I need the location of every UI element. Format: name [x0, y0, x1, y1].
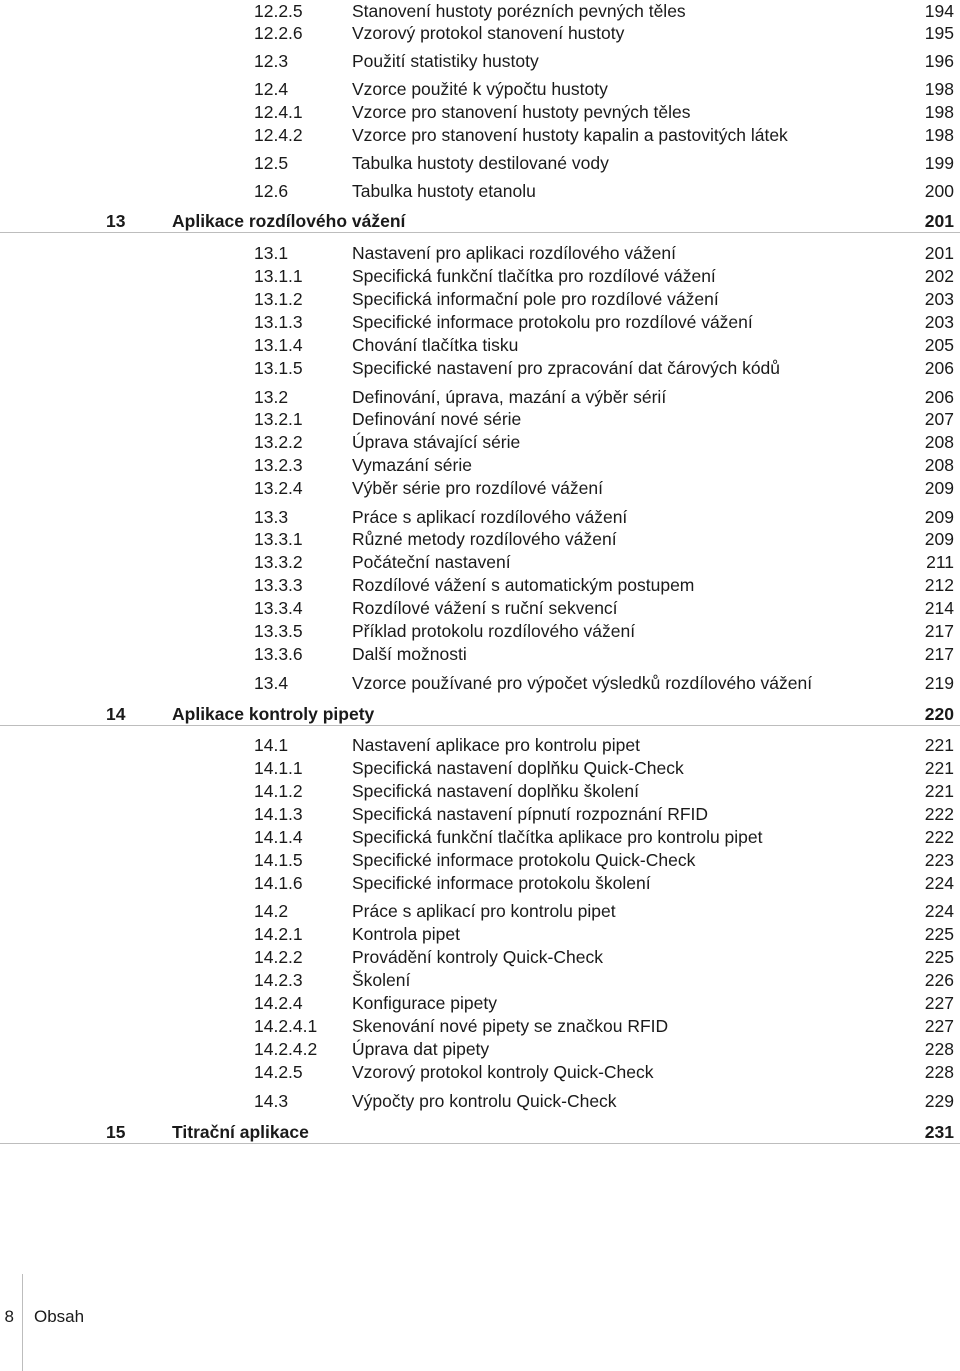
toc-entry-number: 13.1.3	[254, 312, 303, 332]
toc-entry-page: 223	[924, 850, 954, 870]
toc-entry-title: Konfigurace pipety	[352, 993, 497, 1013]
toc-entry-number: 14.1	[254, 735, 289, 755]
toc-entry-number: 13.3.2	[254, 552, 303, 572]
toc-entry-number: 13.1.1	[254, 266, 303, 286]
toc-entry[interactable]	[0, 78, 960, 100]
toc-entry-page: 209	[924, 507, 954, 527]
toc-entry[interactable]	[0, 0, 960, 22]
toc-entry-number: 13.2.4	[254, 478, 303, 498]
toc-entry-page: 224	[924, 901, 954, 921]
toc-entry-page: 217	[924, 621, 954, 641]
toc-entry-number: 13.2	[254, 387, 289, 407]
toc-entry-number: 12.6	[254, 181, 289, 201]
toc-entry-title: Práce s aplikací rozdílového vážení	[352, 507, 628, 527]
toc-entry-title: Vzorový protokol stanovení hustoty	[352, 23, 625, 43]
toc-entry[interactable]	[0, 357, 960, 379]
toc-entry-number: 13.3.6	[254, 644, 303, 664]
toc-chapter-row[interactable]	[0, 703, 960, 726]
toc-entry-title: Další možnosti	[352, 644, 467, 664]
toc-entry[interactable]	[0, 597, 960, 619]
toc-entry-page: 201	[924, 243, 954, 263]
toc-entry-title: Specifická funkční tlačítka aplikace pro kontrolu pipet	[352, 827, 763, 847]
toc-entry[interactable]	[0, 803, 960, 825]
toc-entry-title: Nastavení aplikace pro kontrolu pipet	[352, 735, 640, 755]
toc-entry[interactable]	[0, 101, 960, 123]
toc-entry-page: 198	[924, 79, 954, 99]
toc-entry-page: 221	[924, 758, 954, 778]
toc-entry-title: Výběr série pro rozdílové vážení	[352, 478, 603, 498]
toc-entry-title: Rozdílové vážení s automatickým postupem	[352, 575, 695, 595]
toc-entry[interactable]	[0, 992, 960, 1014]
toc-entry-number: 14.2.4.2	[254, 1039, 318, 1059]
toc-entry-title: Úprava stávající série	[352, 432, 521, 452]
toc-entry-title: Specifické nastavení pro zpracování dat čárových kódů	[352, 358, 781, 378]
toc-entry-page: 203	[924, 289, 954, 309]
toc-entry-number: 13.3.3	[254, 575, 303, 595]
toc-entry-page: 225	[924, 947, 954, 967]
toc-entry-title: Specifická informační pole pro rozdílové vážení	[352, 289, 719, 309]
toc-entry-page: 231	[924, 1122, 954, 1142]
toc-entry[interactable]	[0, 734, 960, 756]
toc-entry-number: 12.4	[254, 79, 289, 99]
toc-entry-page: 200	[924, 181, 954, 201]
toc-entry-title: Vzorce pro stanovení hustoty kapalin a pastovitých látek	[352, 125, 788, 145]
toc-entry-page: 221	[924, 781, 954, 801]
toc-entry-title: Specifické informace protokolu pro rozdílové vážení	[352, 312, 753, 332]
toc-entry-page: 196	[924, 51, 954, 71]
toc-entry-number: 13.1.4	[254, 335, 303, 355]
toc-entry-number: 14.1.6	[254, 873, 303, 893]
toc-entry-title: Provádění kontroly Quick-Check	[352, 947, 603, 967]
toc-entry-number: 14.2.4.1	[254, 1016, 318, 1036]
toc-entry[interactable]	[0, 849, 960, 871]
toc-entry-number: 13.4	[254, 673, 289, 693]
toc-entry-title: Stanovení hustoty porézních pevných těles	[352, 1, 686, 21]
toc-entry-page: 208	[924, 432, 954, 452]
toc-entry-page: 206	[924, 358, 954, 378]
toc-entry-number: 14.3	[254, 1091, 289, 1111]
toc-entry[interactable]	[0, 1038, 960, 1060]
toc-entry[interactable]	[0, 551, 960, 573]
footer-page-number: 8	[4, 1307, 14, 1326]
toc-entry-page: 207	[924, 409, 954, 429]
toc-entry-title: Definování nové série	[352, 409, 522, 429]
toc-entry-page: 202	[924, 266, 954, 286]
toc-entry-number: 14.1.1	[254, 758, 303, 778]
toc-entry-page: 198	[924, 125, 954, 145]
toc-entry-number: 13.3.1	[254, 529, 303, 549]
toc-entry-number: 14.1.5	[254, 850, 303, 870]
toc-entry-number: 12.2.6	[254, 23, 303, 43]
toc-entry-page: 201	[924, 211, 954, 231]
toc-entry-page: 221	[924, 735, 954, 755]
toc-entry-title: Rozdílové vážení s ruční sekvencí	[352, 598, 618, 618]
toc-entry-page: 206	[924, 387, 954, 407]
toc-entry-page: 205	[924, 335, 954, 355]
toc-entry-title: Kontrola pipet	[352, 924, 460, 944]
toc-entry-number: 13.2.1	[254, 409, 303, 429]
toc-entry-title: Vzorce použité k výpočtu hustoty	[352, 79, 608, 99]
toc-entry-title: Specifická nastavení doplňku školení	[352, 781, 639, 801]
toc-entry[interactable]	[0, 50, 960, 72]
toc-entry-number: 13.1.5	[254, 358, 303, 378]
toc-entry-title: Školení	[352, 970, 411, 990]
toc-chapter-row[interactable]	[0, 1121, 960, 1144]
toc-entry-title: Specifická nastavení pípnutí rozpoznání RFID	[352, 804, 709, 824]
toc-entry-title: Specifická funkční tlačítka pro rozdílové vážení	[352, 266, 716, 286]
toc-entry[interactable]	[0, 1090, 960, 1112]
toc-entry-page: 220	[924, 704, 954, 724]
toc-entry[interactable]	[0, 124, 960, 146]
toc-entry[interactable]	[0, 311, 960, 333]
toc-entry-number: 13.2.2	[254, 432, 303, 452]
toc-entry-page: 228	[924, 1062, 954, 1082]
toc-entry-number: 15	[106, 1122, 126, 1142]
toc-entry-page: 222	[924, 827, 954, 847]
toc-entry[interactable]	[0, 923, 960, 945]
toc-entry-number: 14.2.4	[254, 993, 303, 1013]
toc-entry-number: 12.3	[254, 51, 289, 71]
toc-entry-page: 209	[924, 529, 954, 549]
toc-entry-page: 211	[926, 552, 954, 572]
toc-entry[interactable]	[0, 265, 960, 287]
toc-entry[interactable]	[0, 780, 960, 802]
toc-entry-number: 12.4.1	[254, 102, 303, 122]
toc-entry-title: Titrační aplikace	[172, 1122, 309, 1142]
toc-entry-title: Aplikace kontroly pipety	[172, 704, 375, 724]
toc-entry-number: 13.1	[254, 243, 289, 263]
toc-entry[interactable]	[0, 454, 960, 476]
toc-entry[interactable]	[0, 180, 960, 202]
toc-entry-page: 224	[924, 873, 954, 893]
toc-entry-number: 14	[106, 704, 126, 724]
toc-entry[interactable]	[0, 1015, 960, 1037]
toc-entry-number: 12.5	[254, 153, 289, 173]
toc-entry-page: 195	[924, 23, 954, 43]
toc-entry-title: Vzorový protokol kontroly Quick-Check	[352, 1062, 654, 1082]
toc-entry-title: Definování, úprava, mazání a výběr sérií	[352, 387, 667, 407]
toc-entry-title: Nastavení pro aplikaci rozdílového vážení	[352, 243, 676, 263]
toc-entry[interactable]	[0, 946, 960, 968]
toc-entry[interactable]	[0, 386, 960, 408]
toc-entry[interactable]	[0, 528, 960, 550]
toc-entry-number: 13.3	[254, 507, 289, 527]
toc-entry[interactable]	[0, 288, 960, 310]
toc-entry-title: Úprava dat pipety	[352, 1039, 490, 1059]
toc-entry-title: Vymazání série	[352, 455, 472, 475]
toc-entry[interactable]	[0, 672, 960, 694]
toc-entry-number: 14.2	[254, 901, 289, 921]
toc-entry[interactable]	[0, 242, 960, 264]
footer-section-label: Obsah	[34, 1307, 85, 1326]
toc-entry-number: 14.2.2	[254, 947, 303, 967]
toc-entry[interactable]	[0, 643, 960, 665]
toc-entry-page: 212	[924, 575, 954, 595]
toc-entry-title: Skenování nové pipety se značkou RFID	[352, 1016, 669, 1036]
toc-entry-page: 228	[924, 1039, 954, 1059]
toc-entry[interactable]	[0, 152, 960, 174]
toc-entry[interactable]	[0, 22, 960, 44]
toc-entry-number: 14.2.5	[254, 1062, 303, 1082]
toc-entry-page: 199	[924, 153, 954, 173]
toc-entry-number: 14.2.3	[254, 970, 303, 990]
toc-entry[interactable]	[0, 408, 960, 430]
toc-entry[interactable]	[0, 872, 960, 894]
toc-entry-page: 227	[924, 1016, 954, 1036]
toc-entry[interactable]	[0, 1061, 960, 1083]
toc-entry-number: 13.1.2	[254, 289, 303, 309]
toc-entry[interactable]	[0, 969, 960, 991]
toc-entry-title: Specifické informace protokolu školení	[352, 873, 651, 893]
toc-entry[interactable]	[0, 431, 960, 453]
toc-entry-number: 14.1.2	[254, 781, 303, 801]
toc-entry[interactable]	[0, 574, 960, 596]
toc-entry[interactable]	[0, 334, 960, 356]
footer-divider	[22, 1274, 23, 1371]
toc-entry[interactable]	[0, 757, 960, 779]
toc-entry-title: Práce s aplikací pro kontrolu pipet	[352, 901, 616, 921]
toc-entry-title: Počáteční nastavení	[352, 552, 511, 572]
toc-entry-title: Chování tlačítka tisku	[352, 335, 519, 355]
toc-entry-number: 14.2.1	[254, 924, 303, 944]
toc-entry-title: Příklad protokolu rozdílového vážení	[352, 621, 636, 641]
toc-entry-title: Specifické informace protokolu Quick-Check	[352, 850, 696, 870]
toc-entry-page: 225	[924, 924, 954, 944]
toc-entry-title: Vzorce pro stanovení hustoty pevných těles	[352, 102, 691, 122]
toc-entry-page: 226	[924, 970, 954, 990]
toc-entry-page: 229	[924, 1091, 954, 1111]
toc-entry-title: Použití statistiky hustoty	[352, 51, 539, 71]
toc-entry-title: Aplikace rozdílového vážení	[172, 211, 406, 231]
toc-chapter-row[interactable]	[0, 210, 960, 233]
toc-entry-title: Specifická nastavení doplňku Quick-Check	[352, 758, 684, 778]
toc-entry-page: 214	[924, 598, 954, 618]
toc-entry-title: Vzorce používané pro výpočet výsledků rozdílového vážení	[352, 673, 813, 693]
toc-entry-page: 227	[924, 993, 954, 1013]
toc-entry-page: 203	[924, 312, 954, 332]
toc-entry-page: 222	[924, 804, 954, 824]
toc-entry-number: 12.2.5	[254, 1, 303, 21]
toc-entry-title: Různé metody rozdílového vážení	[352, 529, 617, 549]
toc-entry-number: 13.3.5	[254, 621, 303, 641]
toc-entry[interactable]	[0, 477, 960, 499]
toc-entry-page: 208	[924, 455, 954, 475]
toc-entry-title: Tabulka hustoty destilované vody	[352, 153, 609, 173]
toc-entry-number: 13	[106, 211, 126, 231]
toc-entry-number: 13.3.4	[254, 598, 303, 618]
toc-entry-page: 217	[924, 644, 954, 664]
toc-entry-number: 12.4.2	[254, 125, 303, 145]
toc-entry[interactable]	[0, 900, 960, 922]
toc-entry-title: Tabulka hustoty etanolu	[352, 181, 536, 201]
toc-entry[interactable]	[0, 506, 960, 528]
toc-entry-number: 14.1.3	[254, 804, 303, 824]
toc-entry-page: 198	[924, 102, 954, 122]
toc-entry[interactable]	[0, 826, 960, 848]
toc-entry-page: 194	[924, 1, 954, 21]
toc-entry[interactable]	[0, 620, 960, 642]
toc-entry-title: Výpočty pro kontrolu Quick-Check	[352, 1091, 617, 1111]
toc-entry-number: 13.2.3	[254, 455, 303, 475]
toc-entry-page: 219	[924, 673, 954, 693]
toc-entry-number: 14.1.4	[254, 827, 303, 847]
toc-entry-page: 209	[924, 478, 954, 498]
